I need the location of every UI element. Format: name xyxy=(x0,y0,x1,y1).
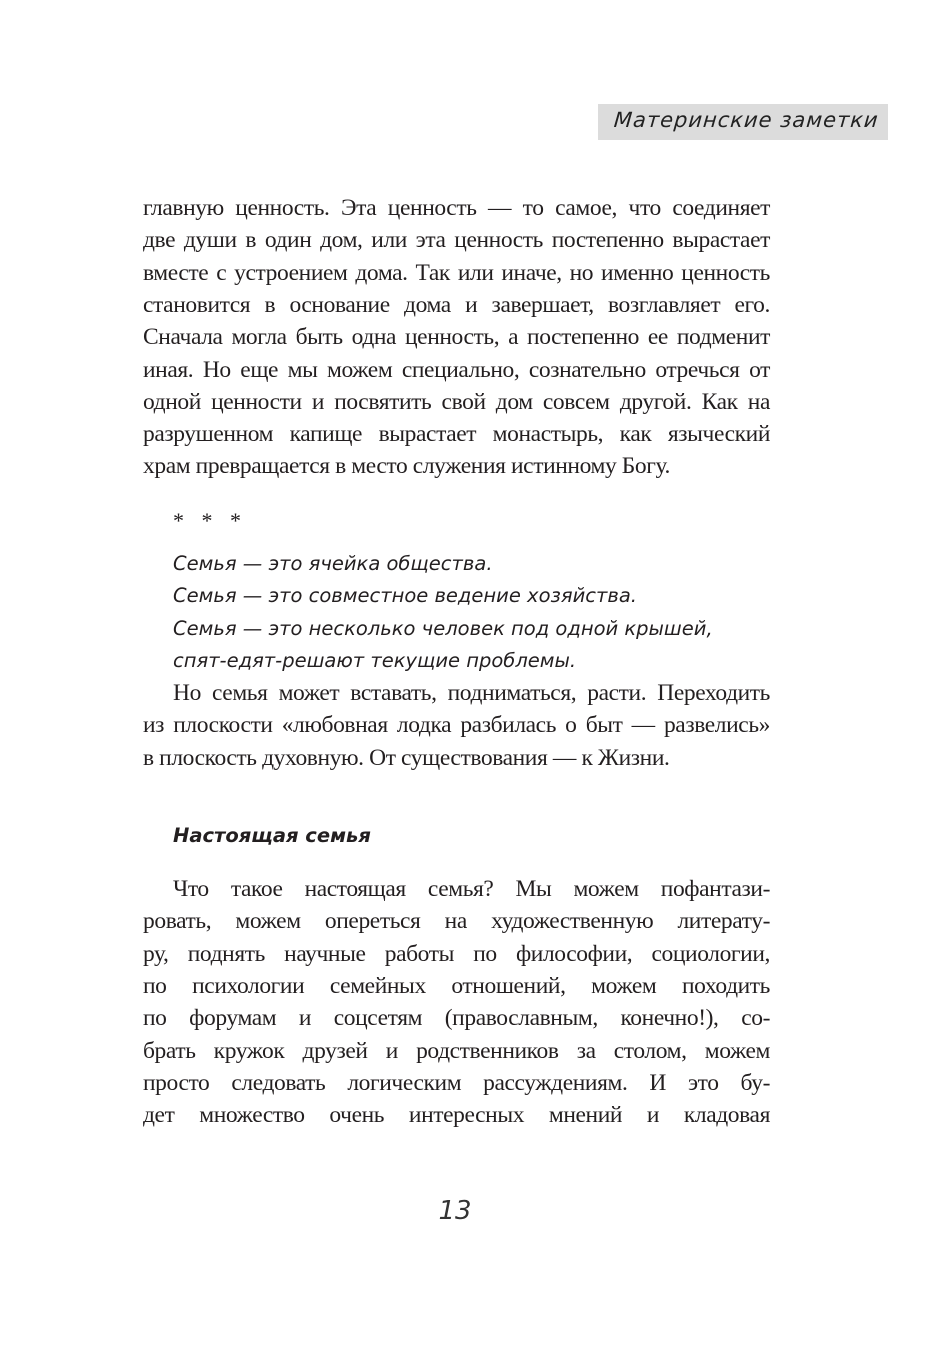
separator: * * * xyxy=(173,508,247,533)
text-line: в плоскость духовную. От существования — к Жизни. xyxy=(143,744,670,771)
text-line: ровать, можем опереться на художественную литерату- xyxy=(143,908,770,935)
text-line: брать кружок друзей и родственников за столом, можем xyxy=(143,1037,770,1064)
text-line: просто следовать логическим рассуждениям. И это бу- xyxy=(143,1069,770,1096)
running-header xyxy=(598,104,888,140)
text-line: Сначала могла быть одна ценность, а постепенно ее подменит xyxy=(143,324,770,351)
text-line: Но семья может вставать, подниматься, расти. Переходить xyxy=(173,680,770,706)
text-line: по форумам и соцсетям (православным, конечно!), со- xyxy=(143,1005,770,1032)
text-line: становится в основание дома и завершает, возглавляет его. xyxy=(143,291,770,318)
running-header-text: Материнские заметки xyxy=(612,108,880,132)
text-line: Семья — это несколько человек под одной крышей, xyxy=(173,616,713,640)
text-line: ру, поднять научные работы по философии, социологии, xyxy=(143,940,770,967)
text-line: из плоскости «любовная лодка разбилась о быт — развелись» xyxy=(143,712,770,739)
text-line: одной ценности и посвятить свой дом совсем другой. Как на xyxy=(143,388,770,415)
text-line: разрушенном капище вырастает монастырь, как языческий xyxy=(143,421,770,448)
text-line: Семья — это совместное ведение хозяйства. xyxy=(173,584,637,608)
text-line: иная. Но еще мы можем специально, сознательно отречься от xyxy=(143,356,770,383)
text-line: вместе с устроением дома. Так или иначе, но именно ценность xyxy=(143,259,770,286)
text-line: Семья — это ячейка общества. xyxy=(173,552,493,575)
text-line: дет множество очень интересных мнений и кладовая xyxy=(143,1102,770,1129)
text-line: Что такое настоящая семья? Мы можем пофантази- xyxy=(173,876,770,902)
section-heading: Настоящая семья xyxy=(173,824,371,847)
text-line: храм превращается в место служения истинному Богу. xyxy=(143,453,670,480)
text-line: главную ценность. Эта ценность — то самое, что соединяет xyxy=(143,195,770,221)
page-number: 13 xyxy=(438,1196,472,1226)
text-line: по психологии семейных отношений, можем походить xyxy=(143,972,770,999)
text-line: спят-едят-решают текущие проблемы. xyxy=(173,648,577,672)
text-line: две души в один дом, или эта ценность постепенно вырастает xyxy=(143,227,770,254)
